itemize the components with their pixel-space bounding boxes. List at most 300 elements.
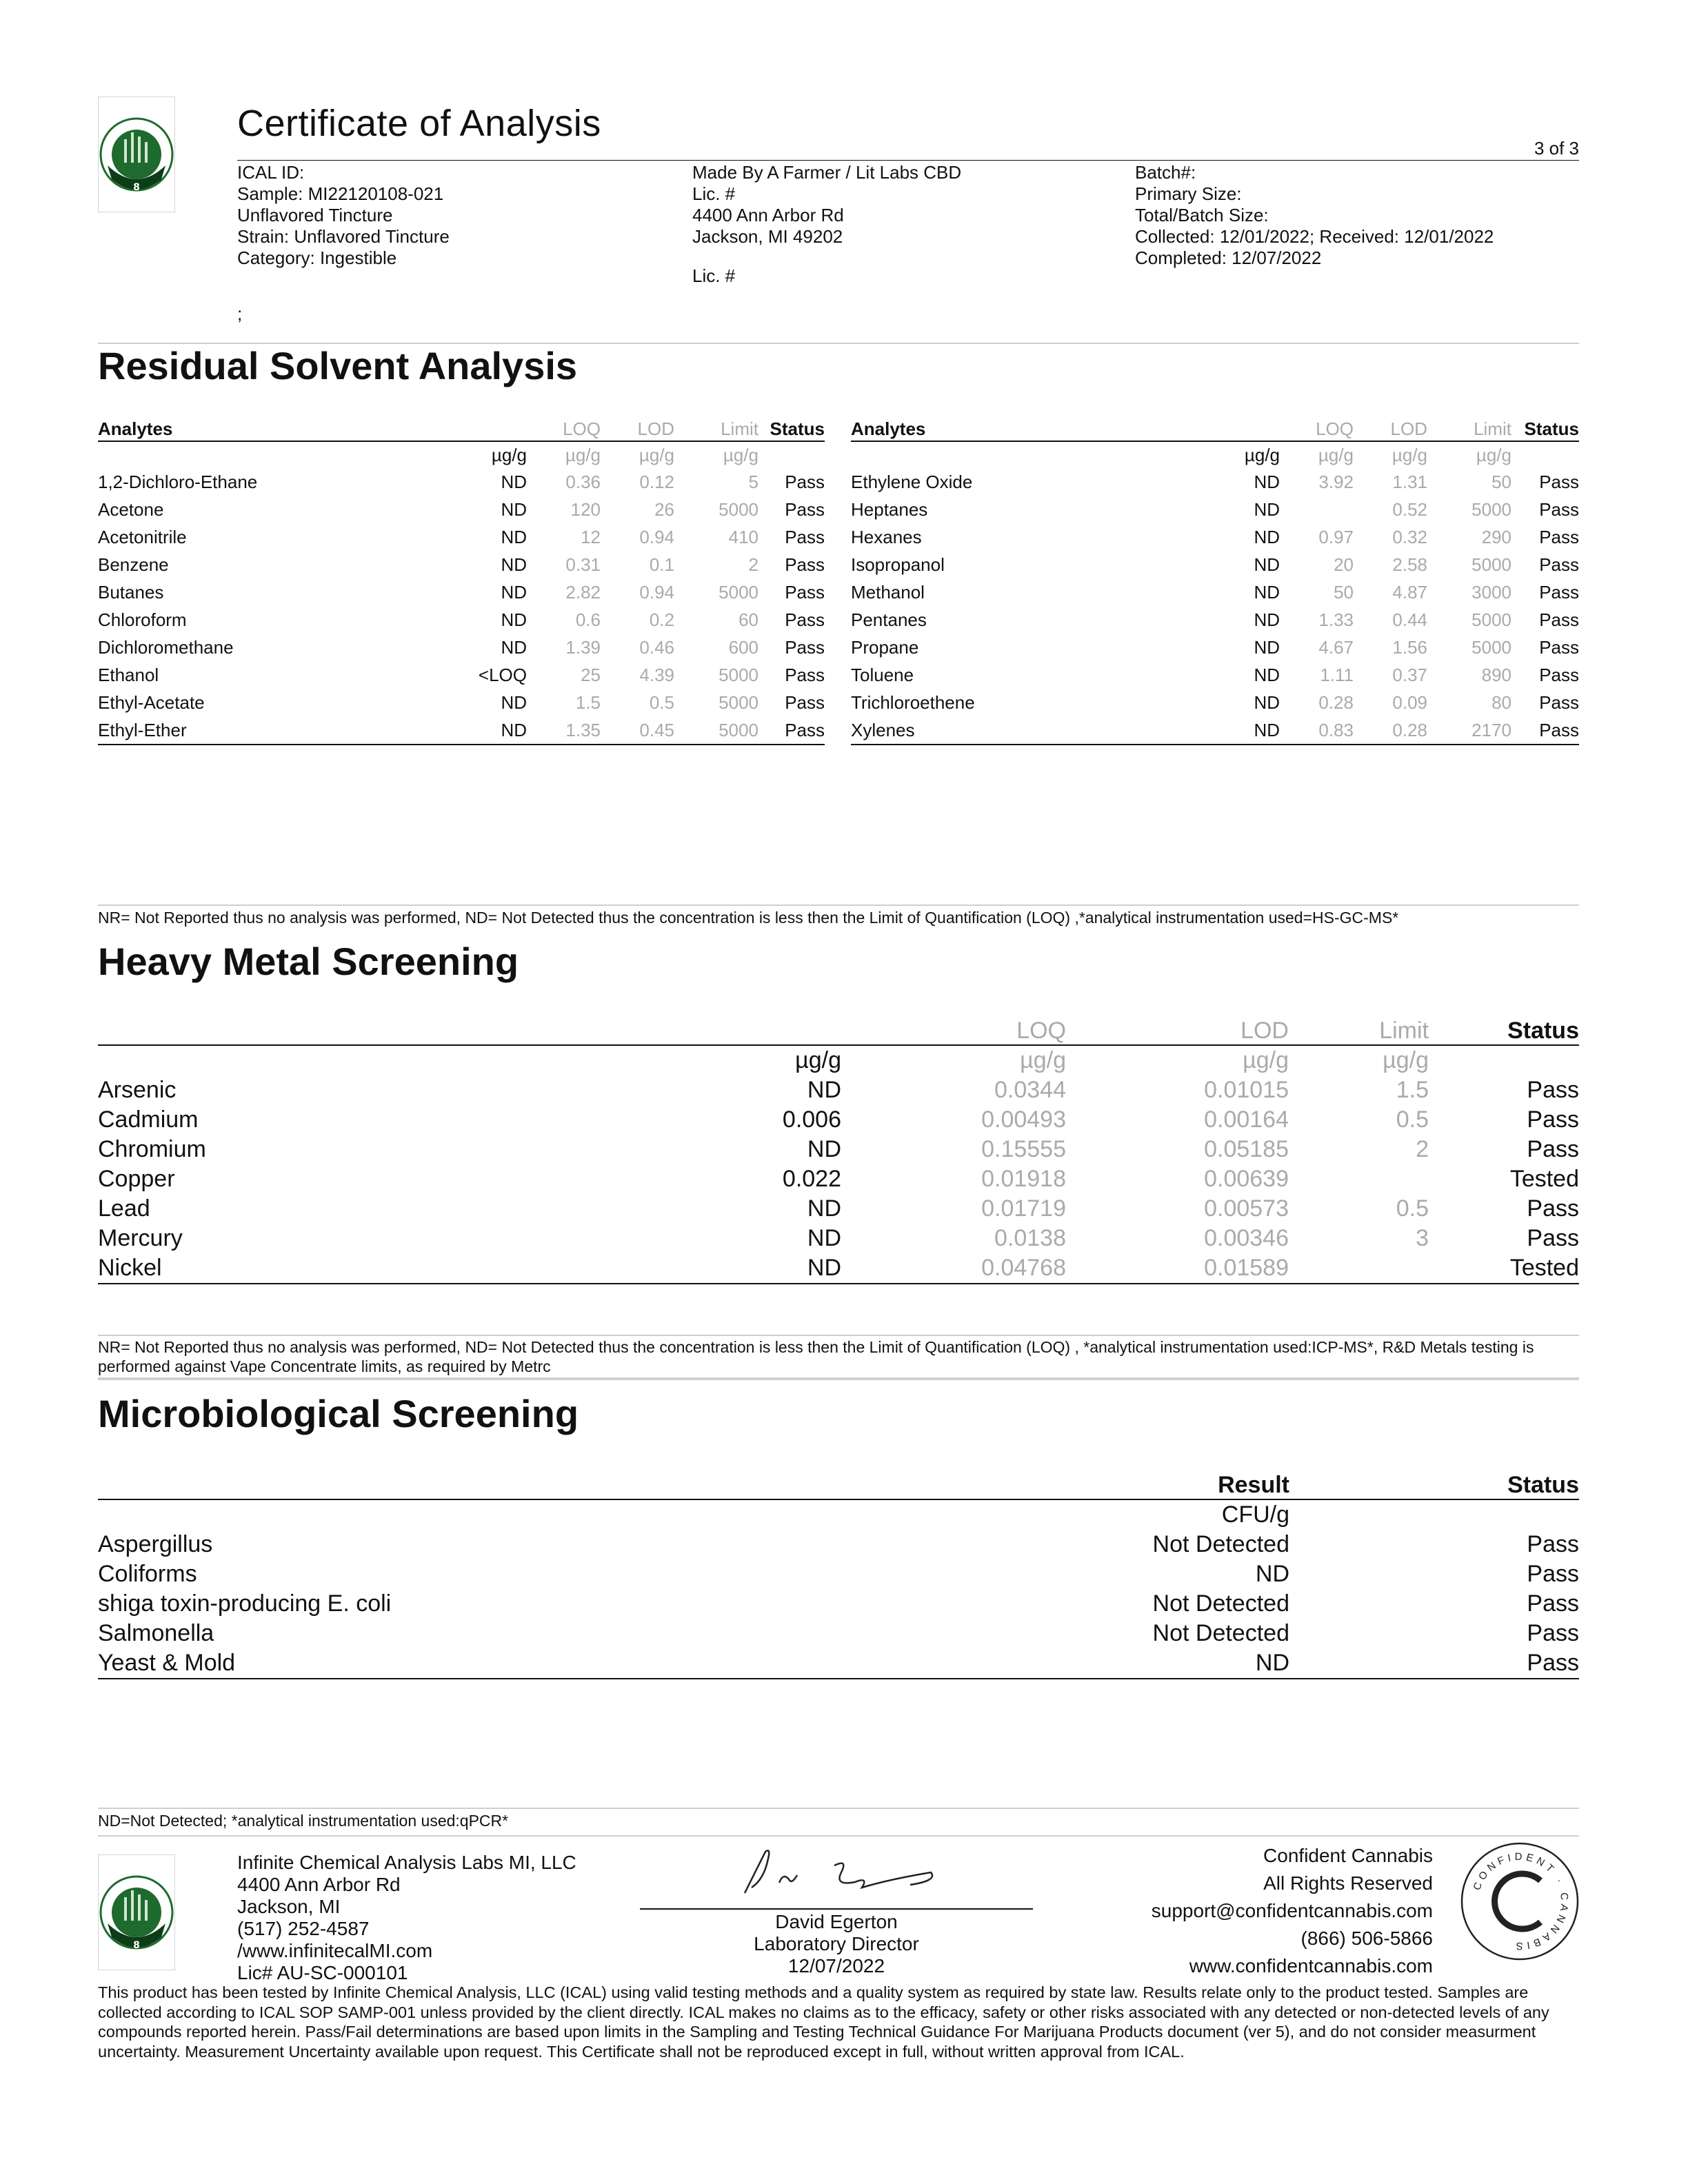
cell-result: ND [1254,636,1280,658]
cell-name: shiga toxin-producing E. coli [98,1590,392,1617]
sample-id: Sample: MI22120108-021 [237,183,444,204]
cell-limit: 5000 [1471,609,1511,630]
cell-status: Pass [1527,1531,1579,1557]
cell-result: ND [583,1253,844,1284]
cell-lod: 0.05185 [1204,1136,1289,1162]
cell-lod: 0.45 [605,716,679,745]
cell-name: Aspergillus [98,1531,213,1557]
unit-label: µg/g [1020,1047,1066,1073]
table-row [98,551,825,578]
cell-lod: 4.87 [1392,581,1427,603]
cell-status: Pass [785,636,825,658]
cell-name: Trichloroethene [851,691,975,713]
col-result: Result [1094,1471,1292,1499]
table-row [98,578,825,606]
cell-limit: 50 [1491,471,1511,492]
heavy-metal-body [98,1045,1579,1284]
cell-result: <LOQ [478,664,527,685]
cell-result: 0.006 [782,1106,841,1133]
col-limit: Limit [1431,417,1516,441]
page-number: 3 of 3 [1534,138,1579,159]
cell-loq: 1.35 [531,716,605,745]
col-limit: Limit [679,417,763,441]
svg-text:8: 8 [133,1940,140,1951]
table-row [98,661,825,689]
unit-label: µg/g [723,444,758,465]
cell-limit: 5000 [719,581,758,603]
col-lod: LOD [1358,417,1431,441]
table-row [98,606,825,634]
cell-name: Nickel [98,1253,583,1284]
unit-label: µg/g [1243,1047,1289,1073]
cell-name: Butanes [98,581,164,603]
table-row [98,496,825,523]
lab-city: Jackson, MI [237,1896,341,1917]
section-divider [98,1377,1579,1380]
col-analyte [98,1017,583,1045]
signer-title: Laboratory Director [754,1933,919,1954]
cell-limit: 2 [1416,1136,1429,1162]
cell-lod: 1.31 [1392,471,1427,492]
cell-result: ND [1254,609,1280,630]
cell-lod: 0.1 [649,554,674,575]
cell-name: Copper [98,1166,175,1192]
cell-result: ND [807,1195,841,1222]
cell-status: Pass [1527,1225,1579,1251]
cell-loq: 0.15555 [981,1136,1066,1162]
cell-loq: 0.28 [1318,691,1354,713]
cell-lod: 0.32 [1392,526,1427,547]
cell-limit: 80 [1491,691,1511,713]
svg-text:8: 8 [133,182,140,193]
cell-lod: 0.01589 [1069,1253,1292,1284]
residual-table-right [851,417,1579,745]
unit-label: CFU/g [1221,1502,1289,1528]
cell-result: ND [1254,664,1280,685]
cc-name: Confident Cannabis [1263,1845,1433,1866]
cell-name: Coliforms [98,1561,197,1587]
table-row [98,1589,1579,1619]
table-row [98,1075,1579,1105]
unit-label: µg/g [565,444,601,465]
cell-lod: 0.94 [639,581,674,603]
cell-loq: 1.11 [1320,664,1354,685]
table-row [98,1648,1579,1679]
cell-status: Tested [1431,1253,1579,1284]
cell-name: Heptanes [851,498,928,520]
cell-limit: 0.5 [1396,1106,1429,1133]
lab-info [237,1852,576,1984]
cc-rights: All Rights Reserved [1263,1872,1433,1894]
cc-website: www.confidentcannabis.com [1189,1955,1433,1976]
cell-loq: 3.92 [1318,471,1354,492]
col-analyte [98,1471,1094,1499]
cell-result: ND [501,636,527,658]
cell-name: Arsenic [98,1077,177,1103]
batch-number: Batch#: [1135,162,1196,183]
cell-limit: 5000 [719,498,758,520]
cell-limit: 60 [738,609,758,630]
col-analytes: Analytes [98,417,447,441]
col-status: Status [1292,1471,1579,1499]
note-divider [98,904,1579,906]
cell-result: ND [447,716,531,745]
cell-status: Pass [1539,664,1579,685]
signature-line [640,1908,1033,1910]
cell-name: Benzene [98,554,169,575]
client-info [692,162,961,247]
cell-loq: 0.6 [575,609,601,630]
confident-cannabis-logo [1459,1841,1580,1962]
cell-result: ND [501,554,527,575]
cell-name: Pentanes [851,609,927,630]
cell-loq: 0.97 [1318,526,1354,547]
cell-status: Pass [1539,471,1579,492]
heavy-metal-title: Heavy Metal Screening [98,940,519,983]
residual-table-left [98,417,825,745]
metals-note: NR= Not Reported thus no analysis was performed, ND= Not Detected thus the concentration is less then the Limit of Quantification (LOQ) , *analytical instrumentation used:ICP-MS*, R&D Metals testing is performed against Vape Concentrate limits, as required by Metrc [98,1338,1534,1375]
cell-limit: 5000 [1471,498,1511,520]
strain: Strain: Unflavored Tincture [237,226,450,247]
col-result [447,417,531,441]
cell-name: Ethyl-Acetate [98,691,205,713]
signer-name: David Egerton [775,1911,898,1932]
cell-status: Pass [785,581,825,603]
cell-limit: 5000 [679,716,763,745]
unit-label: µg/g [795,1047,841,1073]
cell-result: ND [501,581,527,603]
cell-result: ND [1254,691,1280,713]
cell-limit: 290 [1481,526,1511,547]
cell-status: Pass [785,498,825,520]
cell-lod: 0.52 [1392,498,1427,520]
cell-loq: 0.04768 [844,1253,1069,1284]
cell-loq: 20 [1334,554,1354,575]
col-lod: LOD [1069,1017,1292,1045]
cell-limit: 410 [728,526,758,547]
cell-limit: 3 [1416,1225,1429,1251]
cell-result: 0.022 [782,1166,841,1192]
col-lod: LOD [605,417,679,441]
microbiological-table [98,1471,1579,1679]
cc-info [1152,1842,1433,1980]
cell-loq: 2.82 [565,581,601,603]
client-city: Jackson, MI 49202 [692,226,843,247]
cell-status: Pass [785,526,825,547]
cc-email: support@confidentcannabis.com [1151,1900,1433,1921]
page-title: Certificate of Analysis [237,103,601,144]
residual-solvent-title: Residual Solvent Analysis [98,344,578,387]
cell-loq: 0.0344 [994,1077,1066,1103]
table-row [98,1105,1579,1135]
table-row [98,1619,1579,1648]
client-name: Made By A Farmer / Lit Labs CBD [692,162,962,183]
cell-lod: 0.01015 [1204,1077,1289,1103]
cell-limit: 5000 [719,664,758,685]
col-analytes: Analytes [851,417,1200,441]
cc-phone: (866) 506-5866 [1300,1928,1433,1949]
cell-status: Pass [1527,1106,1579,1133]
cell-status: Pass [785,664,825,685]
cell-status: Pass [785,691,825,713]
residual-note: NR= Not Reported thus no analysis was performed, ND= Not Detected thus the concentration is less then the Limit of Quantification (LOQ) ,*analytical instrumentation used=HS-GC-MS* [98,909,1399,927]
product-name: Unflavored Tincture [237,205,393,225]
cell-status: Pass [1527,1561,1579,1587]
cell-result: ND [807,1136,841,1162]
cell-limit: 600 [728,636,758,658]
cell-status: Pass [1527,1195,1579,1222]
cell-result: ND [807,1225,841,1251]
cell-limit: 5 [748,471,758,492]
table-row [98,716,825,745]
table-row [98,1530,1579,1559]
lab-street: 4400 Ann Arbor Rd [237,1874,401,1895]
cell-status: Pass [763,716,825,745]
cell-lod: 0.2 [649,609,674,630]
category: Category: Ingestible [237,247,397,268]
cell-result: ND [1254,554,1280,575]
cell-loq: 12 [581,526,601,547]
cell-status: Pass [1539,609,1579,630]
cell-name: Chromium [98,1136,206,1162]
table-row [98,1224,1579,1253]
table-row [98,1135,1579,1164]
cell-loq: 4.67 [1318,636,1354,658]
cell-status: Pass [1539,691,1579,713]
cell-limit [1292,1164,1431,1194]
cell-status: Tested [1509,1166,1579,1192]
cell-lod: 0.00573 [1204,1195,1289,1222]
ical-id: ICAL ID: [237,162,305,183]
svg-text:CONFIDENT · CANNABIS: CONFIDENT · CANNABIS [1471,1850,1571,1952]
cell-status: Pass [1539,636,1579,658]
signer-info [640,1911,1033,1977]
cell-result: ND [1200,716,1284,745]
primary-size: Primary Size: [1135,183,1242,204]
cell-lod: 0.5 [649,691,674,713]
col-loq: LOQ [531,417,605,441]
col-status: Status [763,417,825,441]
cell-status: Pass [1539,554,1579,575]
cell-lod: 26 [654,498,674,520]
cell-status: Pass [1527,1136,1579,1162]
cell-limit: 1.5 [1396,1077,1429,1103]
cell-lod: 0.12 [639,471,674,492]
cell-lod: 0.00346 [1204,1225,1289,1251]
cell-loq: 0.01719 [981,1195,1066,1222]
cell-name: Methanol [851,581,925,603]
cell-limit: 2 [748,554,758,575]
cell-name: Toluene [851,664,914,685]
cell-status: Pass [1527,1620,1579,1646]
cell-loq: 120 [570,498,601,520]
table-row [851,496,1579,523]
cell-loq: 0.31 [565,554,601,575]
cell-loq [1284,496,1358,523]
cell-result: ND [807,1077,841,1103]
table-row [98,634,825,661]
cell-name: Acetone [98,498,164,520]
table-row [851,606,1579,634]
microbiological-title: Microbiological Screening [98,1392,579,1435]
table-row [98,1164,1579,1194]
table-row [98,1194,1579,1224]
col-loq: LOQ [1284,417,1358,441]
cell-lod: 2.58 [1392,554,1427,575]
unit-label: µg/g [639,444,674,465]
col-status: Status [1431,1017,1579,1045]
cell-name: Cadmium [98,1106,199,1133]
completed-date: Completed: 12/07/2022 [1135,247,1322,268]
microbiological-body [98,1499,1579,1679]
table-row [98,1253,1579,1284]
cell-name: Yeast & Mold [98,1648,1094,1679]
cell-limit: 890 [1481,664,1511,685]
lab-phone: (517) 252-4587 [237,1918,370,1939]
cell-status: Pass [1292,1648,1579,1679]
unit-label: µg/g [1244,444,1280,465]
col-loq: LOQ [844,1017,1069,1045]
lab-website: /www.infinitecalMI.com [237,1940,433,1961]
table-row [851,661,1579,689]
col-result [1200,417,1284,441]
cell-loq: 1.33 [1318,609,1354,630]
cell-name: 1,2-Dichloro-Ethane [98,471,258,492]
table-row [98,689,825,716]
cell-status: Pass [785,609,825,630]
cell-lod: 0.09 [1392,691,1427,713]
cell-name: Hexanes [851,526,922,547]
unit-label: µg/g [1391,444,1427,465]
cell-result: Not Detected [1152,1531,1289,1557]
cell-status: Pass [785,471,825,492]
cell-loq: 0.0138 [994,1225,1066,1251]
table-row [851,468,1579,496]
table-row [98,523,825,551]
cell-name: Ethylene Oxide [851,471,973,492]
cell-lod: 0.46 [639,636,674,658]
col-result [583,1017,844,1045]
table-row [851,716,1579,745]
unit-label: µg/g [1318,444,1354,465]
footer-divider [98,1835,1579,1837]
cell-name: Ethanol [98,664,159,685]
signature-image [731,1845,952,1907]
cell-name: Chloroform [98,609,187,630]
cell-result: ND [501,691,527,713]
cell-loq: 1.5 [575,691,601,713]
cell-loq: 0.00493 [981,1106,1066,1133]
client-street: 4400 Ann Arbor Rd [692,205,844,225]
cell-name: Isopropanol [851,554,945,575]
table-row [851,578,1579,606]
cell-limit: 5000 [1471,636,1511,658]
cell-loq: 1.39 [565,636,601,658]
client-lic: Lic. # [692,183,736,204]
table-row [851,689,1579,716]
unit-label: µg/g [491,444,527,465]
client-lic-2: Lic. # [692,265,736,286]
col-limit: Limit [1292,1017,1431,1045]
cell-lod: 0.28 [1358,716,1431,745]
table-row [98,1559,1579,1589]
cell-result: Not Detected [1152,1590,1289,1617]
cell-name: Salmonella [98,1620,214,1646]
cell-lod: 0.94 [639,526,674,547]
sample-info [237,162,450,269]
lab-name: Infinite Chemical Analysis Labs MI, LLC [237,1852,576,1873]
signer-date: 12/07/2022 [787,1955,885,1976]
cell-loq: 0.83 [1284,716,1358,745]
cell-loq: 0.01918 [981,1166,1066,1192]
note-divider [98,1808,1579,1809]
cell-result: ND [501,526,527,547]
heavy-metal-table [98,1017,1579,1284]
ical-logo-footer [98,1854,175,1970]
cell-status: Pass [1539,581,1579,603]
cell-status: Pass [1527,1590,1579,1617]
cell-limit: 3000 [1471,581,1511,603]
cell-result: ND [501,609,527,630]
unit-label: µg/g [1476,444,1511,465]
cell-limit: 0.5 [1396,1195,1429,1222]
cell-name: Lead [98,1195,150,1222]
cell-name: Xylenes [851,716,1200,745]
cell-lod: 1.56 [1392,636,1427,658]
cell-result: ND [1255,1561,1289,1587]
col-status: Status [1516,417,1579,441]
cell-lod: 0.44 [1392,609,1427,630]
cell-name: Mercury [98,1225,183,1251]
cell-result: ND [1094,1648,1292,1679]
residual-left-body [98,441,825,745]
residual-right-body [851,441,1579,745]
cell-status: Pass [1539,498,1579,520]
cell-loq: 50 [1334,581,1354,603]
cell-limit: 5000 [719,691,758,713]
table-row [851,551,1579,578]
cell-result: Not Detected [1152,1620,1289,1646]
lab-license: Lic# AU-SC-000101 [237,1962,408,1983]
cell-status: Pass [785,554,825,575]
cell-status: Pass [1516,716,1579,745]
cell-result: ND [501,498,527,520]
cell-result: ND [1254,581,1280,603]
cell-loq: 25 [581,664,601,685]
cell-lod: 4.39 [639,664,674,685]
micro-note: ND=Not Detected; *analytical instrumentation used:qPCR* [98,1812,509,1830]
cell-limit [1292,1253,1431,1284]
cell-lod: 0.37 [1392,664,1427,685]
header-divider [237,160,1579,161]
cell-name: Propane [851,636,919,658]
cell-result: ND [1254,526,1280,547]
batch-info [1135,162,1494,269]
cell-name: Acetonitrile [98,526,187,547]
cell-result: ND [501,471,527,492]
cell-result: ND [1254,498,1280,520]
disclaimer: This product has been tested by Infinite Chemical Analysis, LLC (ICAL) using valid testing methods and a quality system as required by state law. Results relate only to the product tested. Samples are collected according to ICAL SOP SAMP-001 unless provided by the client directly. ICAL makes no claims as to the efficacy, safety or other risks associated with any detected or non-detected levels of any compounds reported herein. Pass/Fail determinations are based upon limits in the Sampling and Testing Technical Guidance For Marijuana Products document (ver 5), and do not consider measurment uncertainty. Measurement Uncertainty available upon request. This Certificate shall not be reproduced except in full, without written approval from ICAL. [98,1983,1549,2061]
cell-limit: 5000 [1471,554,1511,575]
cell-lod: 0.00639 [1204,1166,1289,1192]
cell-status: Pass [1527,1077,1579,1103]
cell-limit: 2170 [1431,716,1516,745]
semicolon: ; [237,303,243,324]
cell-name: Ethyl-Ether [98,716,447,745]
cell-result: ND [1254,471,1280,492]
cell-status: Pass [1539,526,1579,547]
cell-loq: 0.36 [565,471,601,492]
